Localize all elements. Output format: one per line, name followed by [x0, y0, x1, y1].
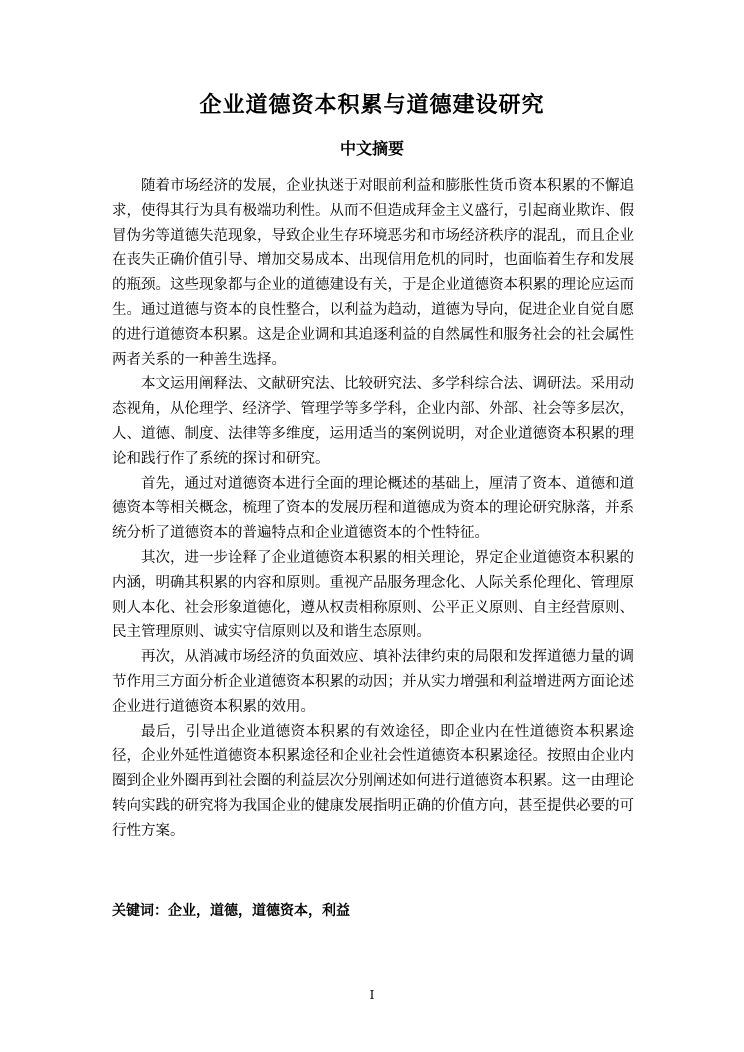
abstract-paragraph: 其次，进一步诠释了企业道德资本积累的相关理论，界定企业道德资本积累的内涵，明确其积累的内容和原则。重视产品服务理念化、人际关系伦理化、管理原则人本化、社会形象道德化，遵从权责相称原则、公平正义原则、自主经营原则、民主管理原则、诚实守信原则以及和谐生态原则。 [112, 549, 634, 641]
abstract-body [112, 174, 634, 844]
keywords-line: 关键词：企业，道德，道德资本，利益 [112, 903, 350, 919]
document-title: 企业道德资本积累与道德建设研究 [199, 93, 545, 118]
abstract-paragraph: 最后，引导出企业道德资本积累的有效途径，即企业内在性道德资本积累途径，企业外延性道德资本积累途径和企业社会性道德资本积累途径。按照由企业内圈到企业外圈再到社会圈的利益层次分别阐述如何进行道德资本积累。这一由理论转向实践的研究将为我国企业的健康发展指明正确的价值方向，甚至提供必要的可行性方案。 [112, 723, 634, 839]
abstract-paragraph: 随着市场经济的发展，企业执迷于对眼前利益和膨胀性货币资本积累的不懈追求，使得其行为具有极端功利性。从而不但造成拜金主义盛行，引起商业欺诈、假冒伪劣等道德失范现象，导致企业生存环境恶劣和市场经济秩序的混乱，而且企业在丧失正确价值引导、增加交易成本、出现信用危机的同时，也面临着生存和发展的瓶颈。这些现象都与企业的道德建设有关，于是企业道德资本积累的理论应运而生。通过道德与资本的良性整合，以利益为趋动，道德为导向，促进企业自觉自愿的进行道德资本积累。这是企业调和其追逐利益的自然属性和服务社会的社会属性两者关系的一种善生选择。 [112, 178, 634, 368]
abstract-paragraph: 首先，通过对道德资本进行全面的理论概述的基础上，厘清了资本、道德和道德资本等相关概念，梳理了资本的发展历程和道德成为资本的理论研究脉落，并系统分析了道德资本的普遍特点和企业道德资本的个性特征。 [112, 475, 634, 542]
page-number: I [369, 988, 375, 1002]
abstract-paragraph: 本文运用阐释法、文献研究法、比较研究法、多学科综合法、调研法。采用动态视角，从伦理学、经济学、管理学等多学科，企业内部、外部、社会等多层次，人、道德、制度、法律等多维度，运用适当的案例说明，对企业道德资本积累的理论和践行作了系统的探讨和研究。 [112, 376, 634, 467]
section-heading: 中文摘要 [339, 139, 404, 158]
abstract-paragraph: 再次，从消减市场经济的负面效应、填补法律约束的局限和发挥道德力量的调节作用三方面分析企业道德资本积累的动因；并从实力增强和利益增进两方面论述企业进行道德资本积累的效用。 [112, 649, 634, 715]
